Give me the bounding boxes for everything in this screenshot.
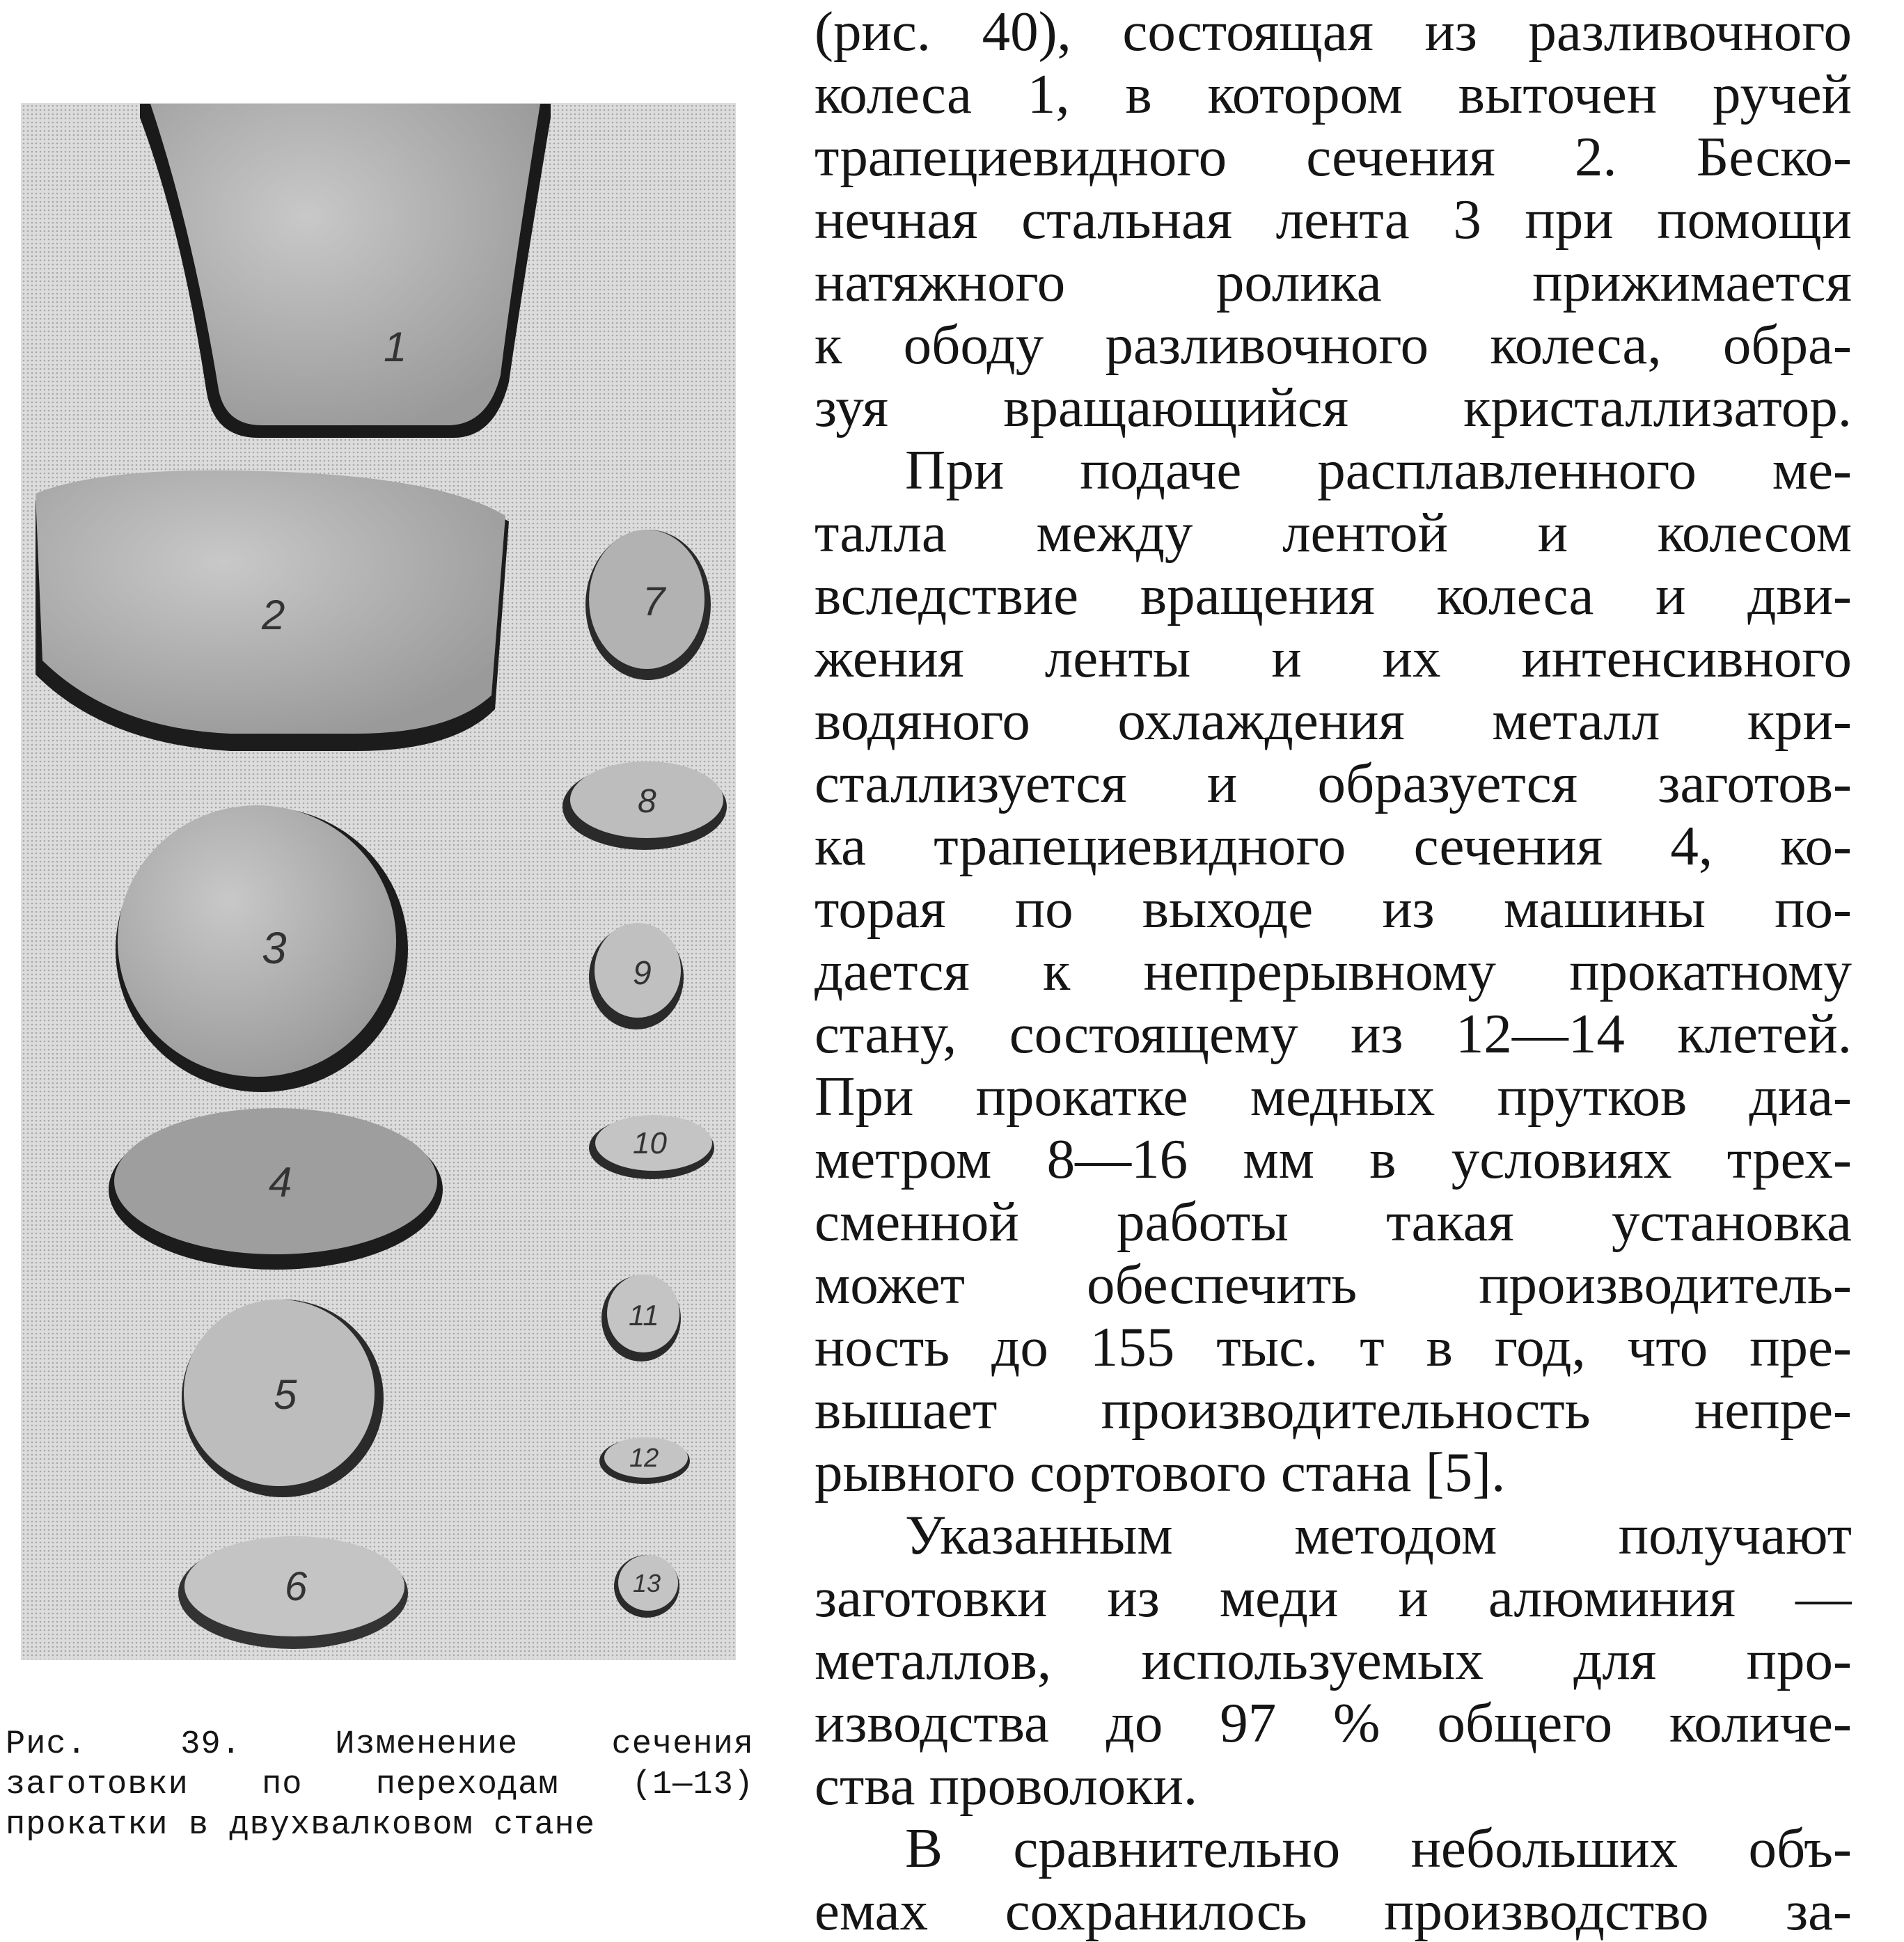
- text-line: сталлизуется и образуется заготов-: [815, 752, 1852, 814]
- section-7: [585, 530, 711, 680]
- label-11: 11: [629, 1299, 659, 1332]
- text-line: может обеспечить производитель-: [815, 1253, 1852, 1316]
- section-6: [178, 1536, 408, 1649]
- text-line: (рис. 40), состоящая из разливочного: [815, 0, 1852, 63]
- caption-line: прокатки в двухвалковом стане: [6, 1807, 595, 1844]
- label-12: 12: [629, 1444, 659, 1473]
- text-line: сменной работы такая установка: [815, 1190, 1852, 1253]
- label-2: 2: [262, 592, 285, 638]
- label-1: 1: [384, 324, 407, 370]
- label-10: 10: [633, 1126, 667, 1160]
- label-4: 4: [269, 1159, 292, 1206]
- text-line: торая по выходе из машины по-: [815, 877, 1852, 940]
- label-9: 9: [633, 955, 652, 992]
- text-line: жения ленты и их интенсивного: [815, 626, 1852, 689]
- section-3: [116, 805, 408, 1092]
- text-line: При подаче расплавленного ме-: [905, 439, 1852, 501]
- text-line: дается к непрерывному прокатному: [815, 940, 1852, 1002]
- label-8: 8: [638, 783, 656, 820]
- text-line: вследствие вращения колеса и дви-: [815, 564, 1852, 626]
- text-line: нечная стальная лента 3 при помощи: [815, 188, 1852, 251]
- body-text: [815, 0, 1852, 1942]
- section-5: [182, 1300, 384, 1497]
- label-13: 13: [633, 1569, 661, 1597]
- section-4: [109, 1108, 443, 1270]
- text-line: заготовки из меди и алюминия —: [815, 1566, 1852, 1629]
- label-5: 5: [274, 1371, 297, 1418]
- section-11: [601, 1274, 681, 1361]
- text-line: ность до 155 тыс. т в год, что пре-: [815, 1316, 1852, 1378]
- text-line: ства проволоки.: [815, 1754, 1198, 1817]
- caption-line: заготовки по переходам (1—13): [6, 1767, 754, 1803]
- text-line: натяжного ролика прижимается: [815, 251, 1852, 313]
- label-7: 7: [643, 579, 666, 624]
- text-line: изводства до 97 % общего количе-: [815, 1691, 1852, 1754]
- text-line: Указанным методом получают: [905, 1503, 1852, 1566]
- text-line: емах сохранилось производство за-: [815, 1879, 1852, 1942]
- section-13: [614, 1555, 679, 1618]
- text-line: зуя вращающийся кристаллизатор.: [815, 376, 1852, 439]
- text-line: В сравнительно небольших объ-: [905, 1817, 1852, 1879]
- text-line: метром 8—16 мм в условиях трех-: [815, 1128, 1852, 1190]
- text-line: талла между лентой и колесом: [815, 501, 1852, 564]
- text-line: стану, состоящему из 12—14 клетей.: [815, 1002, 1852, 1065]
- label-3: 3: [262, 923, 287, 973]
- text-line: к ободу разливочного колеса, обра-: [815, 313, 1852, 376]
- text-line: При прокатке медных прутков диа-: [815, 1065, 1852, 1128]
- text-line: вышает производительность непре-: [815, 1378, 1852, 1441]
- text-line: ка трапециевидного сечения 4, ко-: [815, 814, 1852, 877]
- figure-caption: [6, 1725, 754, 1846]
- figure-39-photo: [21, 103, 736, 1660]
- caption-line: Рис. 39. Изменение сечения: [6, 1726, 754, 1763]
- section-2: [36, 471, 509, 751]
- label-6: 6: [285, 1564, 308, 1609]
- text-line: металлов, используемых для про-: [815, 1629, 1852, 1691]
- text-line: трапециевидного сечения 2. Беско-: [815, 125, 1852, 188]
- text-line: рывного сортового стана [5].: [815, 1441, 1506, 1503]
- text-line: водяного охлаждения металл кри-: [815, 689, 1852, 752]
- text-line: колеса 1, в котором выточен ручей: [815, 63, 1852, 125]
